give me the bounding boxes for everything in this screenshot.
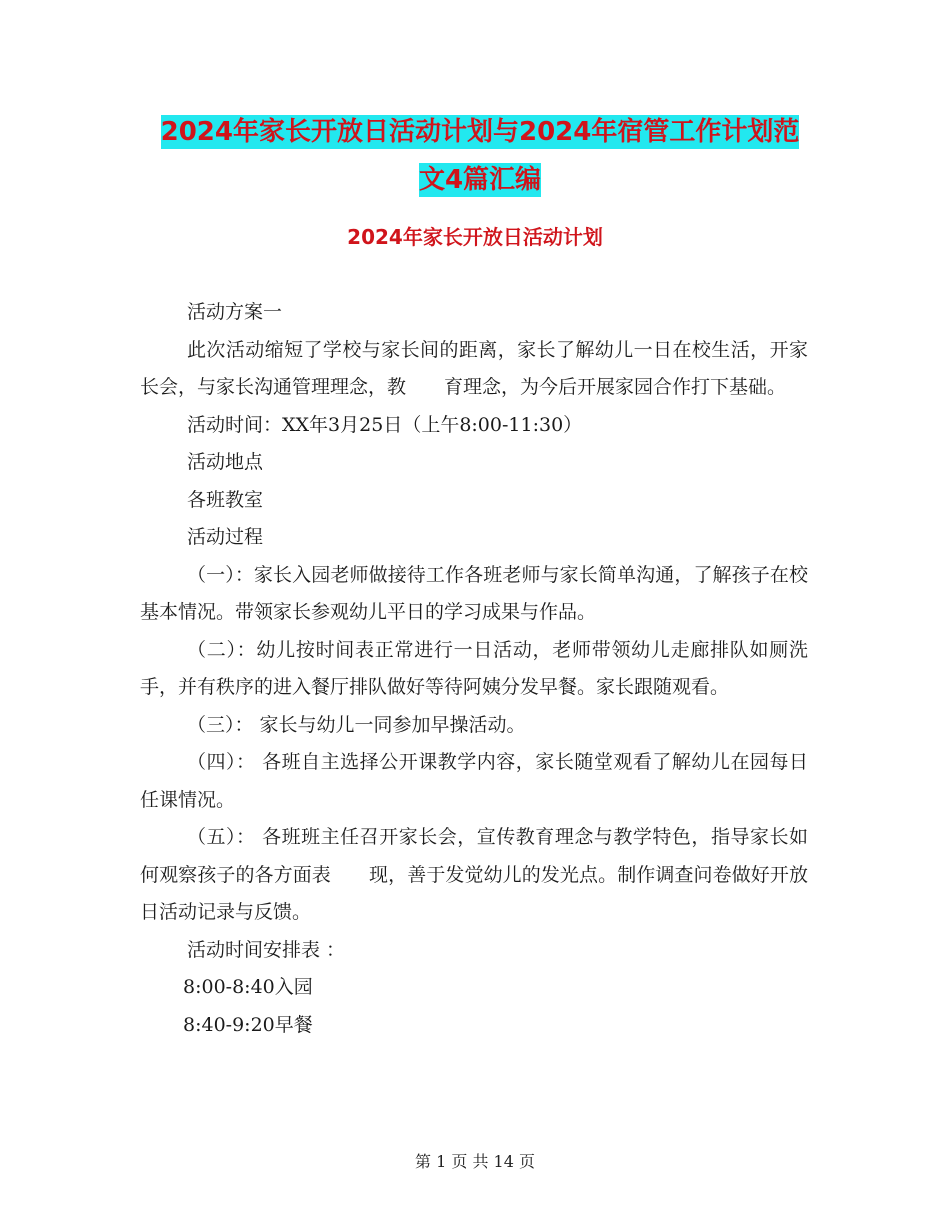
paragraph-step-3: （三）： 家长与幼儿一同参加早操活动。 xyxy=(187,713,526,736)
paragraph-step-2: （二）：幼儿按时间表正常进行一日活动，老师带领幼儿走廊排队如厕洗手，并有秩序的进入餐厅排队做好等待阿姨分发早餐。家长跟随观看。 xyxy=(140,638,808,698)
paragraph-activity-time: 活动时间：XX年3月25日（上午8:00-11:30） xyxy=(187,413,583,436)
document-body xyxy=(140,294,808,1044)
document-title-line-2: 文4篇汇编 xyxy=(418,165,542,195)
paragraph-step-4: （四）： 各班自主选择公开课教学内容，家长随堂观看了解幼儿在园每日任课情况。 xyxy=(140,751,808,811)
paragraph-location-heading: 活动地点 xyxy=(187,451,264,473)
document-title xyxy=(140,108,820,204)
paragraph-location: 各班教室 xyxy=(187,488,264,511)
paragraph-intro: 此次活动缩短了学校与家长间的距离，家长了解幼儿一日在校生活，开家长会，与家长沟通管理理念，教 育理念，为今后开展家园合作打下基础。 xyxy=(140,338,808,398)
paragraph-step-5: （五）： 各班班主任召开家长会，宣传教育理念与教学特色，指导家长如何观察孩子的各方面表 现，善于发觉幼儿的发光点。制作调查问卷做好开放日活动记录与反馈。 xyxy=(140,826,808,923)
paragraph-process-heading: 活动过程 xyxy=(187,526,264,548)
schedule-item: 8:00-8:40入园 xyxy=(183,976,313,998)
schedule-item: 8:40-9:20早餐 xyxy=(183,1013,313,1036)
paragraph-step-1: （一）：家长入园老师做接待工作各班老师与家长简单沟通，了解孩子在校基本情况。带领家长参观幼儿平日的学习成果与作品。 xyxy=(140,563,808,623)
paragraph-schedule-heading: 活动时间安排表 ： xyxy=(187,938,346,961)
document-title-line-1: 2024年家长开放日活动计划与2024年宿管工作计划范 xyxy=(160,117,800,147)
paragraph-plan-heading: 活动方案一 xyxy=(187,301,283,323)
page-number-footer: 第 1 页 共 14 页 xyxy=(415,1152,535,1171)
section-title: 2024年家长开放日活动计划 xyxy=(347,225,603,249)
